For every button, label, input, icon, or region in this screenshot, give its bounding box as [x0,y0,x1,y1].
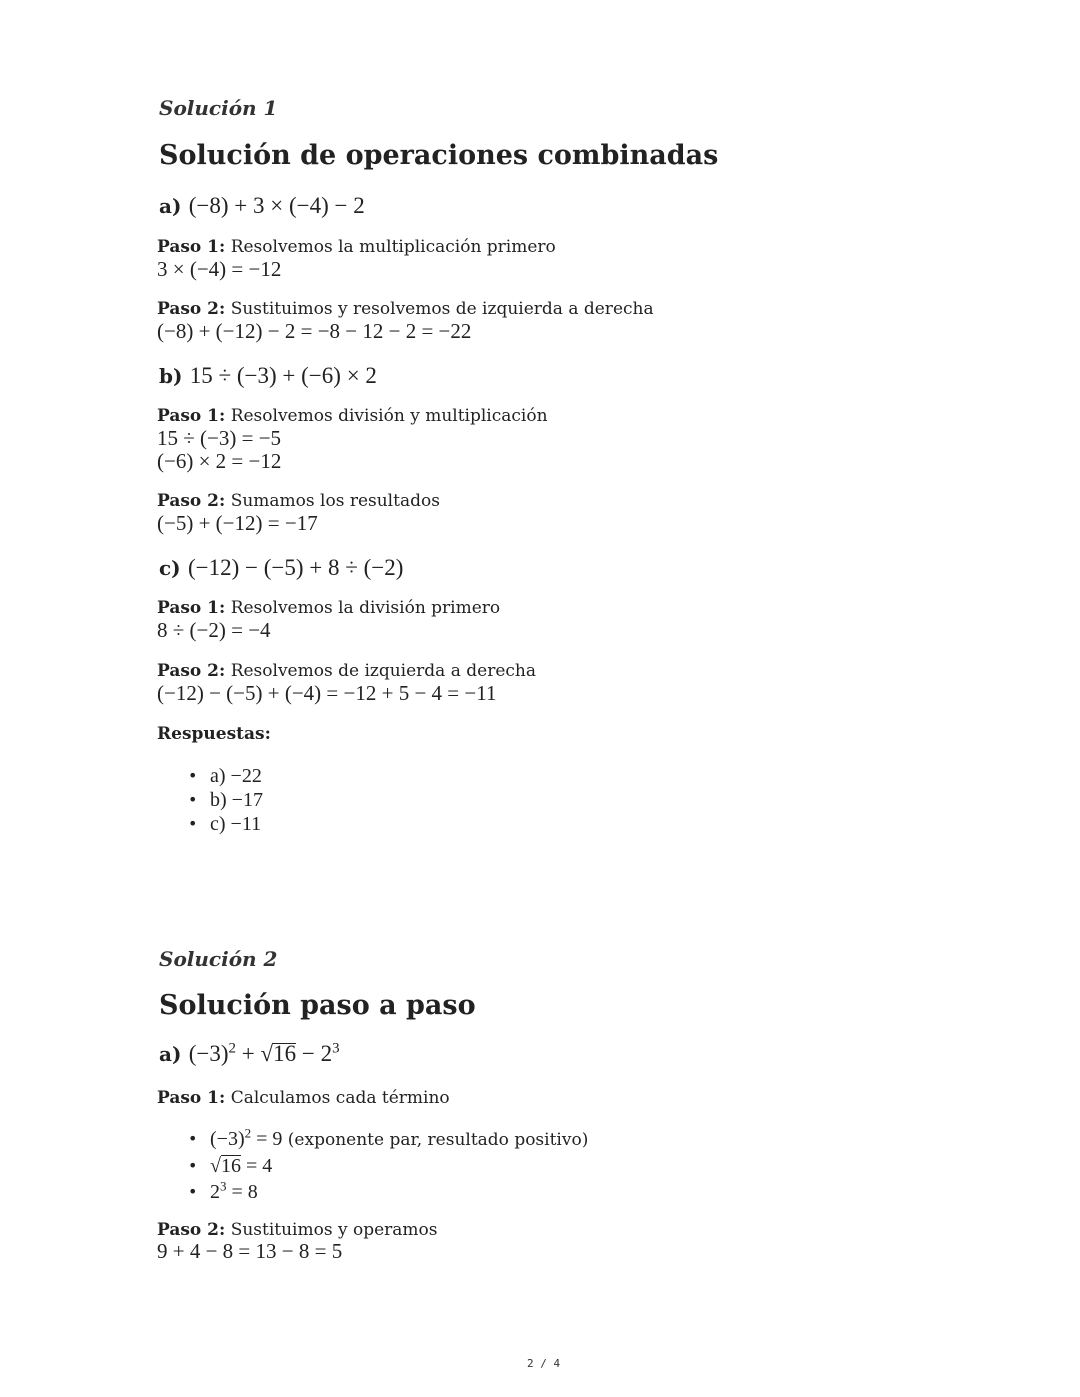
problem-b [159,363,377,389]
step-label: Paso 2: [157,1220,226,1240]
problem-2a-step-2-math: 9 + 4 − 8 = 13 − 8 = 5 [157,1239,343,1263]
problem-b-step-1-math-1: 15 ÷ (−3) = −5 [157,426,282,450]
answer-item: • c) −11 [188,812,263,836]
answer-item: • a) −22 [188,764,263,788]
problem-b-step-1 [157,406,548,426]
step-text: Sustituimos y resolvemos de izquierda a derecha [230,299,654,319]
step-text: Resolvemos la multiplicación primero [230,237,556,257]
problem-a [159,193,365,219]
problem-a-step-2 [157,299,654,319]
problem-a-expression: (−8) + 3 × (−4) − 2 [188,193,365,218]
problem-b-step-2 [157,491,440,511]
solution-1-label: Solución 1 [159,96,278,120]
step-label: Paso 1: [157,237,226,257]
problem-2a-prefix: a) [159,1042,182,1066]
step-label: Paso 1: [157,406,226,426]
problem-c-expression: (−12) − (−5) + 8 ÷ (−2) [187,555,404,580]
solution-2-title: Solución paso a paso [159,990,476,1021]
problem-b-step-1-math-2: (−6) × 2 = −12 [157,449,282,473]
sqrt-radicand: 16 [273,1041,297,1066]
problem-a-step-1 [157,237,556,257]
problem-2a [159,1041,340,1067]
problem-c [159,555,403,581]
problem-b-step-2-math: (−5) + (−12) = −17 [157,511,318,535]
problem-c-prefix: c) [159,556,181,580]
solution-1-title: Solución de operaciones combinadas [159,140,719,171]
answers-list [188,764,263,836]
problem-b-expression: 15 ÷ (−3) + (−6) × 2 [189,363,377,388]
step-label: Paso 1: [157,1088,226,1108]
problem-c-step-2 [157,661,536,681]
solution-2-label: Solución 2 [159,947,278,971]
step-label: Paso 2: [157,661,226,681]
terms-list [188,1126,588,1205]
page-number: 2 / 4 [527,1357,561,1370]
term-item: • √16 = 4 [188,1153,588,1179]
term-item: • $2^3 = 8$ [188,1179,588,1205]
step-text: Resolvemos división y multiplicación [230,406,548,426]
step-label: Paso 1: [157,598,226,618]
problem-a-step-2-math: (−8) + (−12) − 2 = −8 − 12 − 2 = −22 [157,319,472,343]
problem-c-step-1-math: 8 ÷ (−2) = −4 [157,618,271,642]
problem-2a-step-1 [157,1088,450,1108]
step-text: Sumamos los resultados [230,491,440,511]
problem-c-step-1 [157,598,500,618]
step-text: Calculamos cada término [230,1088,450,1108]
step-label: Paso 2: [157,491,226,511]
term-item: • $(-3)^2 = 9$ (exponente par, resultado positivo) [188,1126,588,1153]
problem-2a-expression: $(-3)^2 + √16 - 2^3$ [188,1040,340,1066]
step-label: Paso 2: [157,299,226,319]
problem-a-step-1-math: 3 × (−4) = −12 [157,257,282,281]
problem-c-step-2-math: (−12) − (−5) + (−4) = −12 + 5 − 4 = −11 [157,681,497,705]
problem-a-prefix: a) [159,194,182,218]
step-text: Resolvemos de izquierda a derecha [230,661,536,681]
term-note: (exponente par, resultado positivo) [282,1130,589,1150]
answer-item: • b) −17 [188,788,263,812]
step-text: Resolvemos la división primero [230,598,501,618]
problem-b-prefix: b) [159,364,183,388]
answers-heading: Respuestas: [157,724,271,744]
problem-2a-step-2 [157,1220,438,1240]
step-text: Sustituimos y operamos [230,1220,438,1240]
